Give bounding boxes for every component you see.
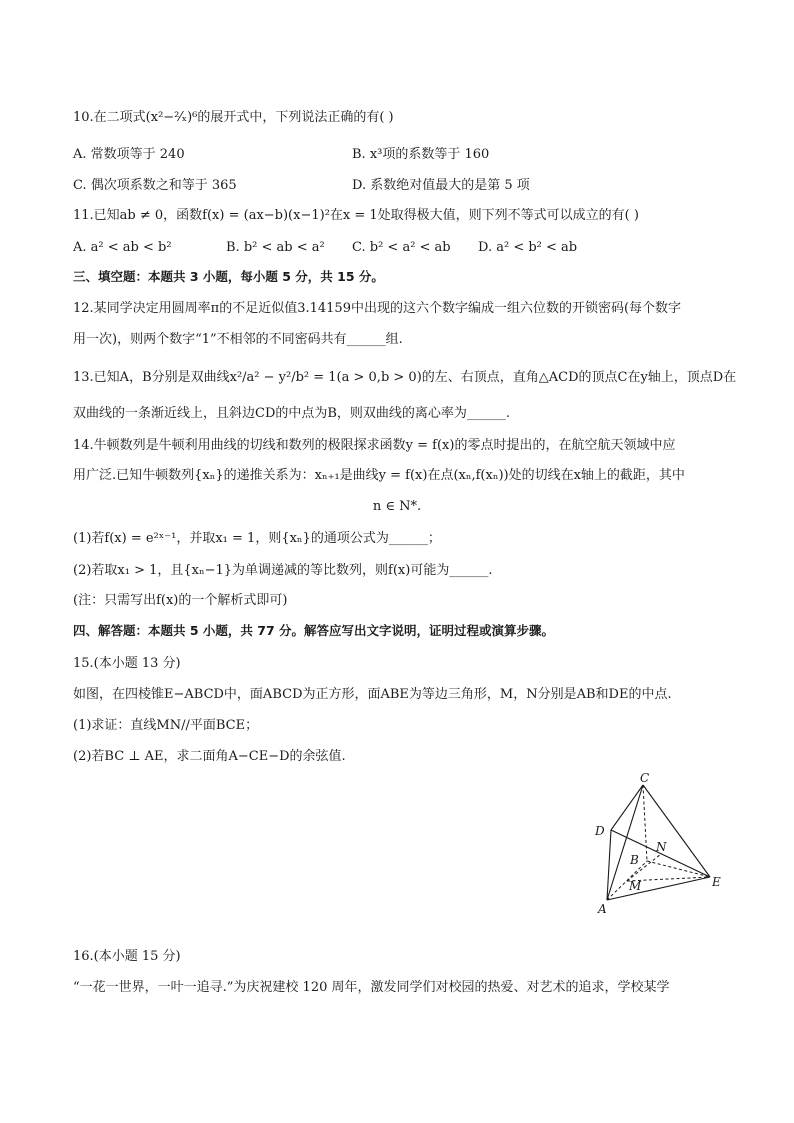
edge-cb-hidden (643, 785, 647, 861)
section-3-heading: 三、填空题：本题共 3 小题，每小题 5 分，共 15 分。 (73, 269, 384, 284)
q15-sub-2: (2)若BC ⊥ AE，求二面角A−CE−D的余弦值. (73, 749, 346, 764)
q14-sub-2: (2)若取x₁ > 1，且{xₙ−1}为单调递减的等比数列，则f(x)可能为______. (73, 563, 493, 578)
q14-sub-1: (1)若f(x) = e²ˣ⁻¹，并取x₁ = 1，则{xₙ}的通项公式为______； (73, 531, 441, 546)
label-a: A (598, 902, 607, 916)
q12-line-2: 用一次)，则两个数字“1”不相邻的不同密码共有______组. (73, 332, 403, 347)
q11-option-c: C. b² < a² < ab (352, 240, 451, 255)
q12-line-1: 12.某同学决定用圆周率π的不足近似值3.14159中出现的这六个数字编成一组六位数的开锁密码(每个数字 (73, 301, 682, 316)
edge-ae (607, 877, 710, 900)
pyramid-figure (585, 772, 730, 922)
q15-header: 15.(本小题 13 分) (73, 656, 181, 671)
edge-dc (611, 785, 643, 830)
q11-stem: 11.已知ab ≠ 0，函数f(x) = (ax−b)(x−1)²在x = 1处取得极大值，则下列不等式可以成立的有( ) (73, 208, 639, 223)
label-d: D (595, 824, 605, 838)
q13-line-1: 13.已知A，B分别是双曲线x²/a² − y²/b² = 1(a > 0,b > 0)的左、右顶点，直角△ACD的顶点C在y轴上，顶点D在 (73, 370, 737, 385)
label-n: N (656, 840, 667, 854)
label-m: M (629, 879, 642, 893)
q11-option-d: D. a² < b² < ab (478, 240, 578, 255)
q14-line-3: n ∈ N*. (372, 499, 422, 514)
q10-option-c: C. 偶次项系数之和等于 365 (73, 178, 237, 193)
q15-sub-1: (1)求证：直线MN//平面BCE； (73, 718, 259, 733)
q14-line-1: 14.牛顿数列是牛顿利用曲线的切线和数列的极限探求函数y = f(x)的零点时提出的，在航空航天领域中应 (73, 438, 676, 453)
q14-line-2: 用广泛.已知牛顿数列{xₙ}的递推关系为：xₙ₊₁是曲线y = f(x)在点(xₙ,f(xₙ))处的切线在x轴上的截距，其中 (73, 468, 685, 483)
q11-option-a: A. a² < ab < b² (73, 240, 172, 255)
label-b: B (630, 853, 639, 867)
label-e: E (712, 875, 721, 889)
edge-ce (643, 785, 710, 877)
q10-option-a: A. 常数项等于 240 (73, 147, 185, 162)
q10-option-b: B. x³项的系数等于 160 (352, 147, 490, 162)
q10-option-d: D. 系数绝对值最大的是第 5 项 (352, 178, 530, 193)
q16-header: 16.(本小题 15 分) (73, 949, 181, 964)
section-4-heading: 四、解答题：本题共 5 小题，共 77 分。解答应写出文字说明，证明过程或演算步骤。 (73, 623, 555, 638)
q13-line-2: 双曲线的一条渐近线上，且斜边CD的中点为B，则双曲线的离心率为______. (73, 406, 511, 421)
q10-stem: 10.在二项式(x²−²⁄ₓ)⁶的展开式中，下列说法正确的有( ) (73, 110, 394, 125)
q16-line-1: “一花一世界，一叶一追寻.”为庆祝建校 120 周年，激发同学们对校园的热爱、对艺术的追求，学校某学 (73, 980, 670, 995)
q11-option-b: B. b² < ab < a² (226, 240, 325, 255)
q14-note: (注：只需写出f(x)的一个解析式即可) (73, 593, 288, 608)
q15-line-1: 如图，在四棱锥E−ABCD中，面ABCD为正方形，面ABE为等边三角形，M，N分别是AB和DE的中点. (73, 687, 672, 702)
label-c: C (640, 772, 650, 785)
